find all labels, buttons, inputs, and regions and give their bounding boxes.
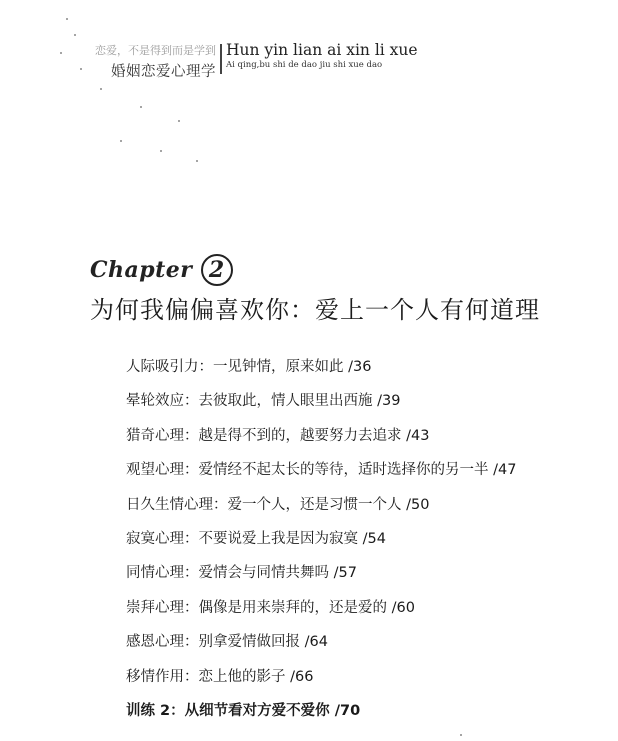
header-faded-text: 恋爱，不是得到而是学到	[95, 44, 216, 57]
scan-speckle	[74, 34, 76, 36]
header-pinyin-title: Hun yin lian ai xin li xue	[226, 41, 418, 59]
toc-item-description: 别拿爱情做回报	[198, 634, 300, 651]
toc-item[interactable]	[126, 666, 516, 700]
toc-item-page: /70	[334, 702, 361, 719]
toc-item-page: /43	[406, 427, 430, 444]
toc-item-separator: ：	[184, 599, 199, 616]
header-right	[226, 41, 418, 70]
toc-item[interactable]	[126, 356, 516, 390]
toc-item-name: 晕轮效应	[126, 393, 184, 410]
scan-speckle	[140, 106, 142, 108]
scan-speckle	[178, 120, 180, 122]
toc-item-description: 去彼取此，情人眼里出西施	[198, 393, 373, 410]
toc-item-name: 猎奇心理	[126, 427, 184, 444]
header-pinyin-subtitle: Ai qing,bu shi de dao jiu shi xue dao	[226, 60, 383, 70]
toc-item-page: /39	[377, 393, 401, 410]
chapter-number: 2	[201, 254, 233, 286]
toc-item-name: 寂寞心理	[126, 530, 184, 547]
toc-item-page: /36	[348, 359, 372, 375]
header-left	[86, 42, 216, 81]
table-of-contents	[126, 356, 516, 734]
scan-speckle	[66, 18, 68, 20]
toc-item-name: 移情作用	[126, 668, 184, 685]
header-book-title: 婚姻恋爱心理学	[111, 64, 216, 80]
toc-item-page: /47	[493, 462, 517, 479]
toc-item[interactable]	[126, 631, 516, 665]
toc-item-description: 偶像是用来崇拜的，还是爱的	[198, 599, 387, 616]
chapter-heading	[90, 254, 233, 284]
toc-item-separator: ：	[198, 359, 213, 375]
toc-item-page: /50	[406, 496, 430, 513]
toc-item-page: /57	[333, 565, 357, 582]
toc-item-page: /66	[290, 668, 314, 685]
toc-item-page: /64	[304, 634, 328, 651]
toc-item-description: 爱情经不起太长的等待，适时选择你的另一半	[198, 462, 489, 479]
toc-item-name: 观望心理	[126, 462, 184, 479]
toc-item-description: 恋上他的影子	[198, 668, 286, 685]
toc-item[interactable]	[126, 562, 516, 596]
toc-item-description: 爱情会与同情共舞吗	[198, 565, 329, 582]
toc-item-name: 训练 2	[126, 702, 171, 719]
toc-item-separator: ：	[184, 530, 199, 547]
toc-item-name: 人际吸引力	[126, 359, 199, 375]
toc-item-name: 同情心理	[126, 565, 184, 582]
toc-item-training[interactable]	[126, 700, 516, 734]
toc-item-description: 不要说爱上我是因为寂寞	[198, 530, 358, 547]
scan-speckle	[460, 734, 462, 736]
toc-item-name: 崇拜心理	[126, 599, 184, 616]
toc-item[interactable]	[126, 597, 516, 631]
toc-item-page: /54	[362, 530, 386, 547]
toc-item-separator: ：	[184, 668, 199, 685]
scan-speckle	[100, 88, 102, 90]
toc-item-description: 爱一个人，还是习惯一个人	[227, 496, 402, 513]
toc-item-separator: ：	[184, 393, 199, 410]
scan-speckle	[120, 140, 122, 142]
scan-speckle	[196, 160, 198, 162]
toc-item-separator: ：	[184, 565, 199, 582]
toc-item-description: 从细节看对方爱不爱你	[184, 702, 330, 719]
toc-item[interactable]	[126, 425, 516, 459]
toc-item[interactable]	[126, 528, 516, 562]
header-divider	[220, 44, 222, 74]
toc-item-separator: ：	[170, 702, 185, 719]
toc-item-separator: ：	[184, 634, 199, 651]
toc-item[interactable]	[126, 459, 516, 493]
chapter-title: 为何我偏偏喜欢你：爱上一个人有何道理	[90, 296, 540, 324]
toc-item-separator: ：	[213, 496, 228, 513]
scan-speckle	[60, 52, 62, 54]
toc-item-separator: ：	[184, 462, 199, 479]
toc-item[interactable]	[126, 494, 516, 528]
toc-item-name: 感恩心理	[126, 634, 184, 651]
running-header	[86, 41, 418, 82]
scan-speckle	[160, 150, 162, 152]
toc-item-description: 一见钟情，原来如此	[213, 359, 344, 375]
toc-item-description: 越是得不到的，越要努力去追求	[198, 427, 402, 444]
toc-item-separator: ：	[184, 427, 199, 444]
toc-item[interactable]	[126, 390, 516, 424]
scan-speckle	[80, 68, 82, 70]
toc-item-name: 日久生情心理	[126, 496, 213, 513]
chapter-word: Chapter	[90, 257, 193, 283]
toc-item-page: /60	[391, 599, 415, 616]
